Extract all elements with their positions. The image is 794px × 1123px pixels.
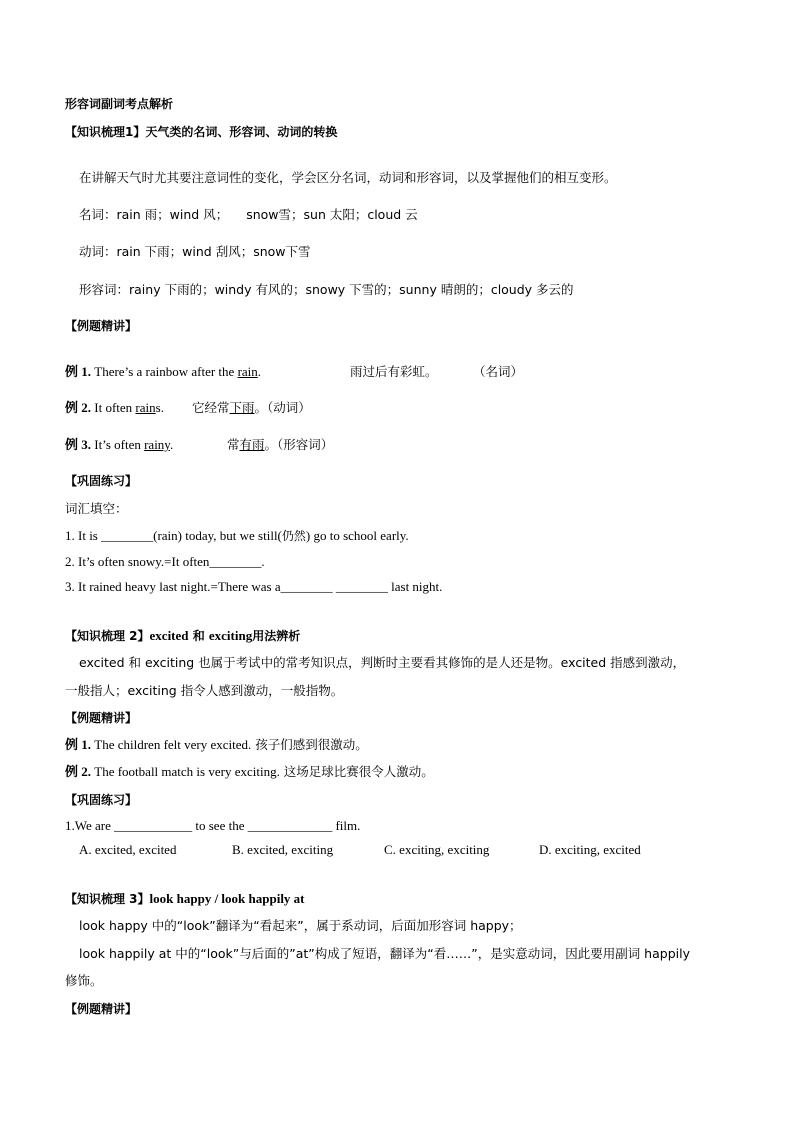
example-1 (65, 364, 261, 380)
example-key-word: rain (237, 364, 258, 379)
option-c[interactable]: C. exciting, exciting (384, 842, 490, 857)
section-3-body-line-2: look happily at 中的“look”与后面的”at”构成了短语，翻译为“看……”，是实意动词，因此要用副词 happily (79, 946, 690, 961)
heading-part: excited (149, 628, 189, 643)
translation-pre: 它经常 (192, 400, 230, 415)
example-3 (65, 437, 173, 453)
heading-part: 【知识梳理 3】 (65, 892, 150, 906)
example-text: It’s often (91, 437, 145, 452)
example-text: It often (91, 400, 136, 415)
example-text-end: . (257, 364, 262, 379)
example-label: 例 2. (65, 764, 92, 779)
question-1 (65, 528, 409, 544)
section-1-intro: 在讲解天气时尤其要注意词性的变化，学会区分名词，动词和形容词，以及掌握他们的相互变形。 (79, 170, 617, 185)
nouns-line (79, 207, 418, 223)
example-1-translation: 雨过后有彩虹。 (350, 364, 438, 379)
practice-heading-1: 【巩固练习】 (65, 474, 138, 488)
question-2-1 (65, 818, 360, 834)
example-2-2 (65, 764, 434, 780)
heading-part: 【知识梳理 2】 (65, 629, 150, 643)
section-1-heading: 【知识梳理1】天气类的名词、形容词、动词的转换 (65, 125, 338, 139)
section-3-body-line-3: 修饰。 (65, 973, 103, 988)
question-hint: 仍然 (281, 529, 306, 543)
question-text: last night. (387, 579, 443, 594)
question-text: (rain) today, but we still( (153, 528, 282, 543)
example-text: The football match is very exciting. (91, 764, 280, 779)
example-2-translation (192, 400, 311, 416)
heading-part: 用法辨析 (252, 629, 301, 643)
translation-post: 。（动词） (254, 400, 311, 415)
heading-part: exciting (208, 628, 253, 643)
example-text-end: . (169, 437, 174, 452)
question-text: 1.We are (65, 818, 115, 833)
question-2 (65, 554, 265, 570)
option-d[interactable]: D. exciting, excited (539, 842, 641, 857)
option-a[interactable]: A. excited, excited (79, 842, 177, 857)
document-title: 形容词副词考点解析 (65, 97, 174, 111)
example-text-end: s. (155, 400, 164, 415)
section-2-heading (65, 628, 300, 644)
section-3-body-line-1: look happy 中的“look”翻译为“看起来”，属于系动词，后面加形容词 happy； (79, 918, 522, 933)
translation-key-word: 有雨 (239, 437, 265, 452)
translation-key-word: 下雨 (229, 400, 255, 415)
vocab-fill-label: 词汇填空： (65, 501, 128, 516)
example-1-tag: （名词） (473, 364, 524, 379)
question-text: 1. It is (65, 528, 102, 543)
examples-heading-3: 【例题精讲】 (65, 1002, 138, 1016)
translation-pre: 常 (227, 437, 240, 452)
answer-blank[interactable]: _____________ (247, 818, 333, 833)
answer-blank[interactable]: ____________ (114, 818, 193, 833)
answer-blank[interactable]: ________ (280, 579, 333, 594)
example-3-translation (227, 437, 333, 453)
adjectives-line: 形容词：rainy 下雨的；windy 有风的；snowy 下雪的；sunny 晴朗的；cloudy 多云的 (79, 282, 574, 297)
example-translation: 这场足球比赛很令人激动。 (279, 764, 434, 779)
nouns-part-a: 名词：rain 雨；wind 风； (79, 207, 229, 222)
examples-heading-1: 【例题精讲】 (65, 319, 138, 333)
question-text: film. (332, 818, 361, 833)
heading-part: 和 (188, 629, 209, 643)
answer-blank[interactable]: ________ (101, 528, 154, 543)
section-3-heading (65, 891, 305, 907)
examples-heading-2: 【例题精讲】 (65, 711, 138, 725)
translation-post: 。（形容词） (264, 437, 334, 452)
question-text: to see the (192, 818, 248, 833)
question-3 (65, 579, 442, 595)
answer-blank[interactable]: ________ (335, 579, 388, 594)
question-text: ) go to school early. (305, 528, 409, 543)
example-text: The children felt very excited. (91, 737, 252, 752)
example-label: 例 1. (65, 364, 92, 379)
example-key-word: rain (135, 400, 156, 415)
example-label: 例 2. (65, 400, 92, 415)
section-2-body-line-2: 一般指人；exciting 指令人感到激动，一般指物。 (65, 683, 344, 698)
heading-part: look happy / look happily at (149, 891, 305, 906)
question-text: . (261, 554, 265, 569)
example-text: There’s a rainbow after the (91, 364, 238, 379)
question-text: 3. It rained heavy last night.=There was a (65, 579, 281, 594)
nouns-part-b: snow雪；sun 太阳；cloud 云 (246, 207, 418, 222)
example-label: 例 3. (65, 437, 92, 452)
option-b[interactable]: B. excited, exciting (232, 842, 334, 857)
answer-blank[interactable]: ________ (209, 554, 262, 569)
example-label: 例 1. (65, 737, 92, 752)
example-2-1 (65, 737, 368, 753)
example-2 (65, 400, 164, 416)
example-key-word: rainy (144, 437, 170, 452)
verbs-line: 动词：rain 下雨；wind 刮风；snow下雪 (79, 244, 311, 259)
practice-heading-2: 【巩固练习】 (65, 793, 138, 807)
section-2-body-line-1: excited 和 exciting 也属于考试中的常考知识点，判断时主要看其修饰的是人还是物。excited 指感到激动， (79, 655, 686, 670)
example-translation: 孩子们感到很激动。 (251, 737, 368, 752)
question-text: 2. It’s often snowy.=It often (65, 554, 210, 569)
